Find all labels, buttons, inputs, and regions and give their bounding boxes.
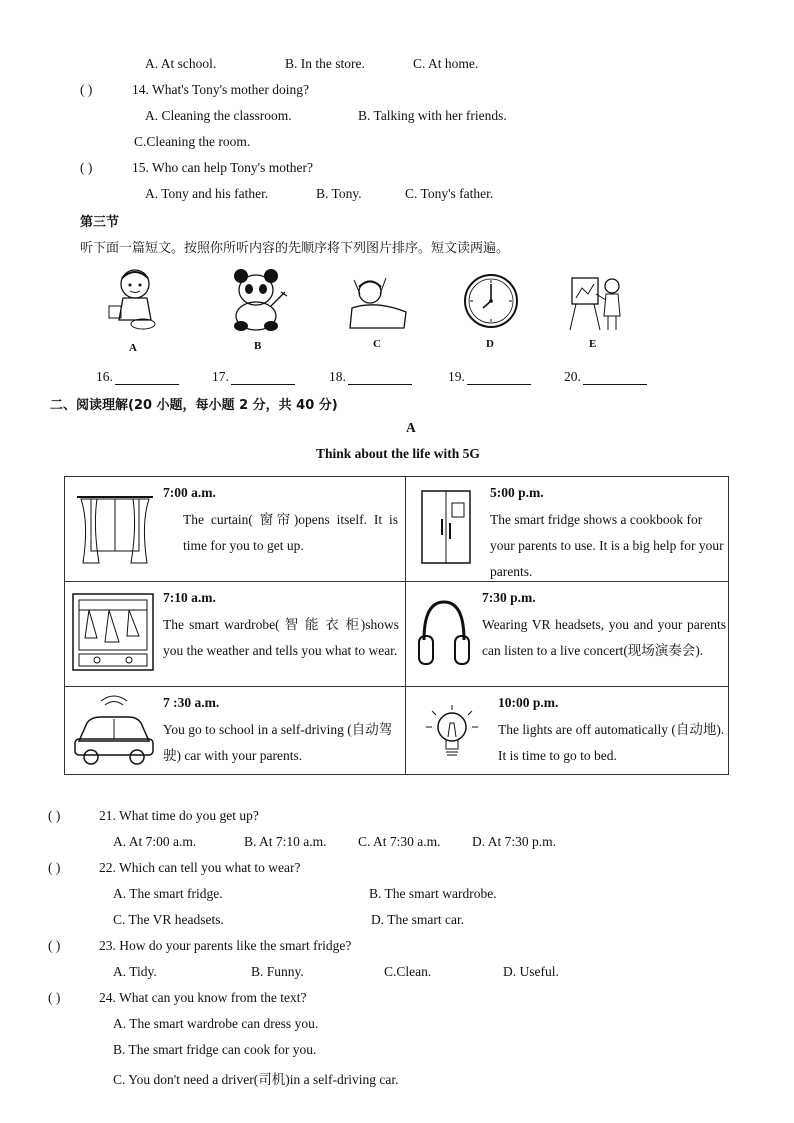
- picture-label-b: B: [254, 340, 262, 352]
- part2-title: 二、阅读理解(20 小题，每小题 2 分，共 40 分): [50, 398, 338, 413]
- blank-19[interactable]: 19.: [448, 369, 531, 385]
- q24-option-a: A. The smart wardrobe can dress you.: [113, 1016, 319, 1031]
- time-7-30-pm: 7:30 p.m.: [482, 590, 536, 605]
- blank-18[interactable]: 18.: [329, 369, 412, 385]
- q15-option-b: B. Tony.: [316, 186, 362, 201]
- q24-stem: 24. What can you know from the text?: [99, 990, 307, 1005]
- table-cell-curtain: [65, 477, 406, 582]
- vr-headsets-description: Wearing VR headsets, you and your parents can listen to a live concert(现场演奏会).: [482, 617, 726, 658]
- q23-answer-paren[interactable]: ( ): [48, 938, 61, 953]
- fridge-icon: [418, 489, 474, 565]
- q21-stem: 21. What time do you get up?: [99, 808, 259, 823]
- clock-picture: [462, 272, 520, 330]
- q15-option-a: A. Tony and his father.: [145, 186, 269, 201]
- time-7-10-am: 7:10 a.m.: [163, 590, 216, 605]
- q22-option-a: A. The smart fridge.: [113, 886, 223, 901]
- picture-label-c: C: [373, 338, 381, 350]
- passage-a-letter: A: [406, 420, 416, 435]
- picture-label-a: A: [129, 342, 137, 354]
- table-cell-lights: [406, 687, 729, 775]
- curtain-description: The curtain( 窗帘)opens itself. It is time for you to get up.: [183, 512, 398, 553]
- wardrobe-description: The smart wardrobe( 智 能 衣 柜)shows you the weather and tells you what to wear.: [163, 617, 399, 658]
- q21-option-b: B. At 7:10 a.m.: [244, 834, 327, 849]
- q23-option-c: C.Clean.: [384, 964, 432, 979]
- table-cell-self-driving-car: [65, 687, 406, 775]
- table-cell-wardrobe: [65, 582, 406, 687]
- self-driving-car-description: You go to school in a self-driving (自动驾驶) car with your parents.: [163, 722, 393, 763]
- q22-answer-paren[interactable]: ( ): [48, 860, 61, 875]
- self-driving-car-icon: [71, 689, 157, 771]
- panda-picture: [225, 266, 289, 332]
- fridge-description: The smart fridge shows a cookbook for your parents to use. It is a big help for your parents.: [490, 512, 724, 579]
- q21-option-c: C. At 7:30 a.m.: [358, 834, 441, 849]
- q22-option-d: D. The smart car.: [371, 912, 465, 927]
- q13-option-b: B. In the store.: [285, 56, 365, 71]
- q15-stem: 15. Who can help Tony's mother?: [132, 160, 313, 175]
- boy-in-bed-picture: [346, 272, 410, 332]
- q14-option-b: B. Talking with her friends.: [358, 108, 507, 123]
- q22-option-b: B. The smart wardrobe.: [369, 886, 497, 901]
- q23-stem: 23. How do your parents like the smart fridge?: [99, 938, 352, 953]
- q21-answer-paren[interactable]: ( ): [48, 808, 61, 823]
- time-10-00-pm: 10:00 p.m.: [498, 695, 559, 710]
- smart-life-table: [64, 476, 729, 775]
- time-7-30-am: 7 :30 a.m.: [163, 695, 220, 710]
- table-cell-fridge: [406, 477, 729, 582]
- table-cell-vr-headsets: [406, 582, 729, 687]
- blank-17[interactable]: 17.: [212, 369, 295, 385]
- q21-option-a: A. At 7:00 a.m.: [113, 834, 197, 849]
- lights-description: The lights are off automatically (自动地). It is time to go to bed.: [498, 722, 725, 763]
- q13-option-c: C. At home.: [413, 56, 479, 71]
- section3-title: 第三节: [80, 215, 120, 230]
- q15-option-c: C. Tony's father.: [405, 186, 494, 201]
- q13-option-a: A. At school.: [145, 56, 217, 71]
- passage-a-title: Think about the life with 5G: [316, 446, 480, 461]
- q14-answer-paren[interactable]: ( ): [80, 82, 93, 97]
- q22-option-c: C. The VR headsets.: [113, 912, 224, 927]
- q22-stem: 22. Which can tell you what to wear?: [99, 860, 301, 875]
- q14-option-a: A. Cleaning the classroom.: [145, 108, 292, 123]
- boy-breakfast-picture: [103, 264, 163, 332]
- time-7-00-am: 7:00 a.m.: [163, 485, 216, 500]
- q21-option-d: D. At 7:30 p.m.: [472, 834, 557, 849]
- q24-option-c: C. You don't need a driver(司机)in a self-driving car.: [113, 1072, 399, 1087]
- q24-answer-paren[interactable]: ( ): [48, 990, 61, 1005]
- section3-instruction: 听下面一篇短文。按照你所听内容的先顺序将下列图片排序。短文读两遍。: [80, 241, 510, 256]
- boy-painting-picture: [566, 272, 626, 334]
- curtain-icon: [75, 493, 155, 565]
- time-5-00-pm: 5:00 p.m.: [490, 485, 544, 500]
- blank-16[interactable]: 16.: [96, 369, 179, 385]
- q23-option-b: B. Funny.: [251, 964, 304, 979]
- q15-answer-paren[interactable]: ( ): [80, 160, 93, 175]
- wardrobe-icon: [71, 592, 155, 672]
- q23-option-a: A. Tidy.: [113, 964, 157, 979]
- q14-option-c: C.Cleaning the room.: [134, 134, 251, 149]
- q14-stem: 14. What's Tony's mother doing?: [132, 82, 310, 97]
- picture-label-d: D: [486, 338, 494, 350]
- q24-option-b: B. The smart fridge can cook for you.: [113, 1042, 317, 1057]
- light-bulb-icon: [420, 701, 484, 767]
- headphones-icon: [416, 596, 472, 670]
- q23-option-d: D. Useful.: [503, 964, 559, 979]
- blank-20[interactable]: 20.: [564, 369, 647, 385]
- picture-label-e: E: [589, 338, 597, 350]
